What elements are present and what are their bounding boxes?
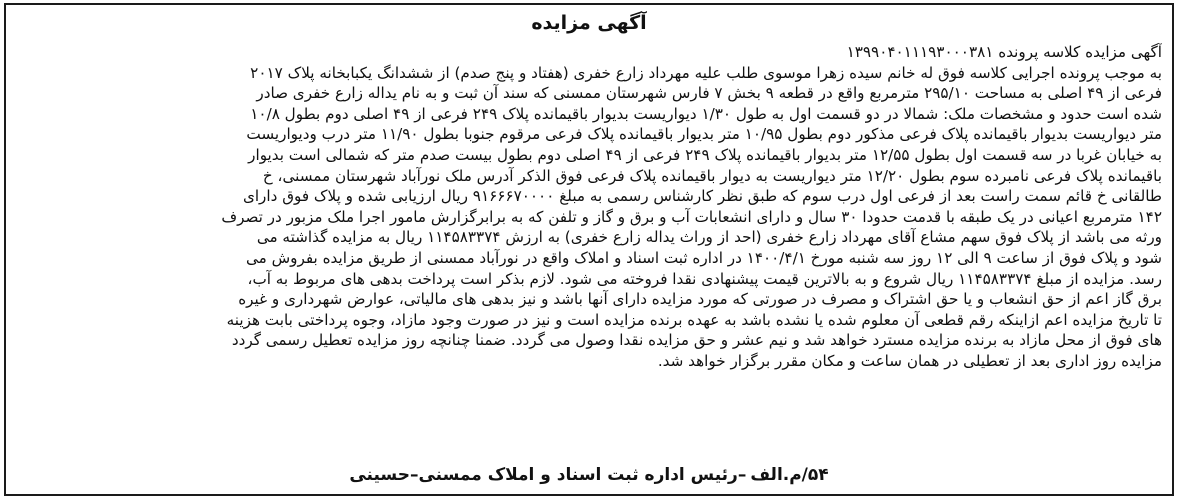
- notice-footer: ۵۴/م.الف–رئیس اداره ثبت اسناد و املاک ممسنی–حسینی: [349, 465, 829, 485]
- body-line: ۱۴۲ مترمربع اعیانی در یک طبقه با قدمت حدودا ۳۰ سال و دارای انشعابات آب و برق و گاز و تلفن که به برابرگزارش مامور اجرا ملک مزبور در تصرف: [221, 207, 1162, 226]
- body-line: به موجب پرونده اجرایی کلاسه فوق له خانم سیده زهرا موسوی طلب علیه مهرداد زارع خفری (هفتاد و پنج صدم) از ششدانگ یکبابخانه پلاک ۲۰۱۷: [250, 63, 1162, 82]
- body-line: های فوق از محل مازاد به برنده مزایده مسترد خواهد شد و نیم عشر و حق مزایده نقدا وصول می گردد. ضمنا چنانچه روز مزایده تعطیل رسمی گردد: [231, 331, 1162, 350]
- notice-body: [16, 42, 1162, 372]
- body-line: به خیابان غربا در سه قسمت اول بطول ۱۲/۵۵ متر بدیوار باقیمانده پلاک ۲۴۹ فرعی از ۴۹ اصلی دوم بطول بیست صدم متر که شمالی است بدیوار: [248, 145, 1162, 164]
- notice-reference-code: ۵۴/م.الف: [750, 465, 829, 485]
- body-line: طالقانی خ قائم سمت راست بعد از فرعی اول درب سوم که طبق نظر کارشناس رسمی به مبلغ ۹۱۶۶۶۷۰۰۰۰ ریال ارزیابی شده و پلاک فوق دارای: [242, 187, 1162, 206]
- body-line: باقیمانده پلاک فرعی نامبرده سوم بطول ۱۲/۲۰ متر دیواریست به دیوار باقیمانده پلاک فرعی فوق الذکر آدرس ملک نورآباد شهرستان ممسنی، خ: [262, 166, 1162, 185]
- body-line: ورثه می باشد از پلاک فوق سهم مشاع آقای مهرداد زارع خفری (احد از وراث یداله زارع خفری) به ارزش ۱۱۴۵۸۳۳۷۴ ریال به مزایده گذاشته می: [256, 228, 1162, 247]
- body-line: مزایده روز اداری بعد از تعطیلی در همان ساعت و مکان مقرر برگزار خواهد شد.: [657, 351, 1162, 370]
- auction-notice: [4, 3, 1174, 496]
- body-line: تا تاریخ مزایده اعم ازاینکه رقم قطعی آن معلوم شده یا نشده باشد به عهده برنده مزایده است و نیز در صورت وجود مازاد، وجوه پرداختی بابت هزینه: [226, 310, 1162, 329]
- body-line: متر دیواریست بدیوار باقیمانده پلاک فرعی مذکور دوم بطول ۱۰/۹۵ متر بدیوار باقیمانده پلاک فرعی مرقوم جنوبا بطول ۱۱/۹۰ متر درب ودیواریست: [246, 125, 1162, 144]
- body-line: برق گاز اعم از حق انشعاب و یا حق اشتراک و مصرف در صورتی که مورد مزایده دارای آنها باشد و نیز بدهی های مالیاتی، عوارض شهرداری و غیره: [238, 290, 1162, 309]
- body-line: شود و پلاک فوق از ساعت ۹ الی ۱۲ روز سه شنبه مورخ ۱۴۰۰/۴/۱ در اداره ثبت اسناد و املاک واقع در نورآباد ممسنی از طریق مزایده بفروش می: [245, 248, 1162, 267]
- body-line: شده است حدود و مشخصات ملک: شمالا در دو قسمت اول به طول ۱/۳۰ دیواریست بدیوار باقیمانده پلاک ۲۴۹ فرعی از ۴۹ اصلی دوم بطول ۱۰/۸: [250, 104, 1162, 123]
- signature-line: رئیس اداره ثبت اسناد و املاک ممسنی–حسینی: [349, 465, 738, 485]
- body-line: فرعی از ۴۹ اصلی به مساحت ۲۹۵/۱۰ مترمربع واقع در قطعه ۹ بخش ۷ فارس شهرستان ممسنی که سند آن ثبت و به نام یداله زارع خفری صادر: [256, 84, 1162, 103]
- body-line: رسد. مزایده از مبلغ ۱۱۴۵۸۳۳۷۴ ریال شروع و به بالاترین قیمت پیشنهادی نقدا فروخته می شود. لازم بذکر است پرداخت بدهی های مربوط به آب،: [247, 269, 1162, 288]
- notice-title: آگهی مزایده: [531, 12, 647, 34]
- file-number-line: آگهی مزایده کلاسه پرونده ۱۳۹۹۰۴۰۱۱۱۹۳۰۰۰۳۸۱: [846, 43, 1162, 61]
